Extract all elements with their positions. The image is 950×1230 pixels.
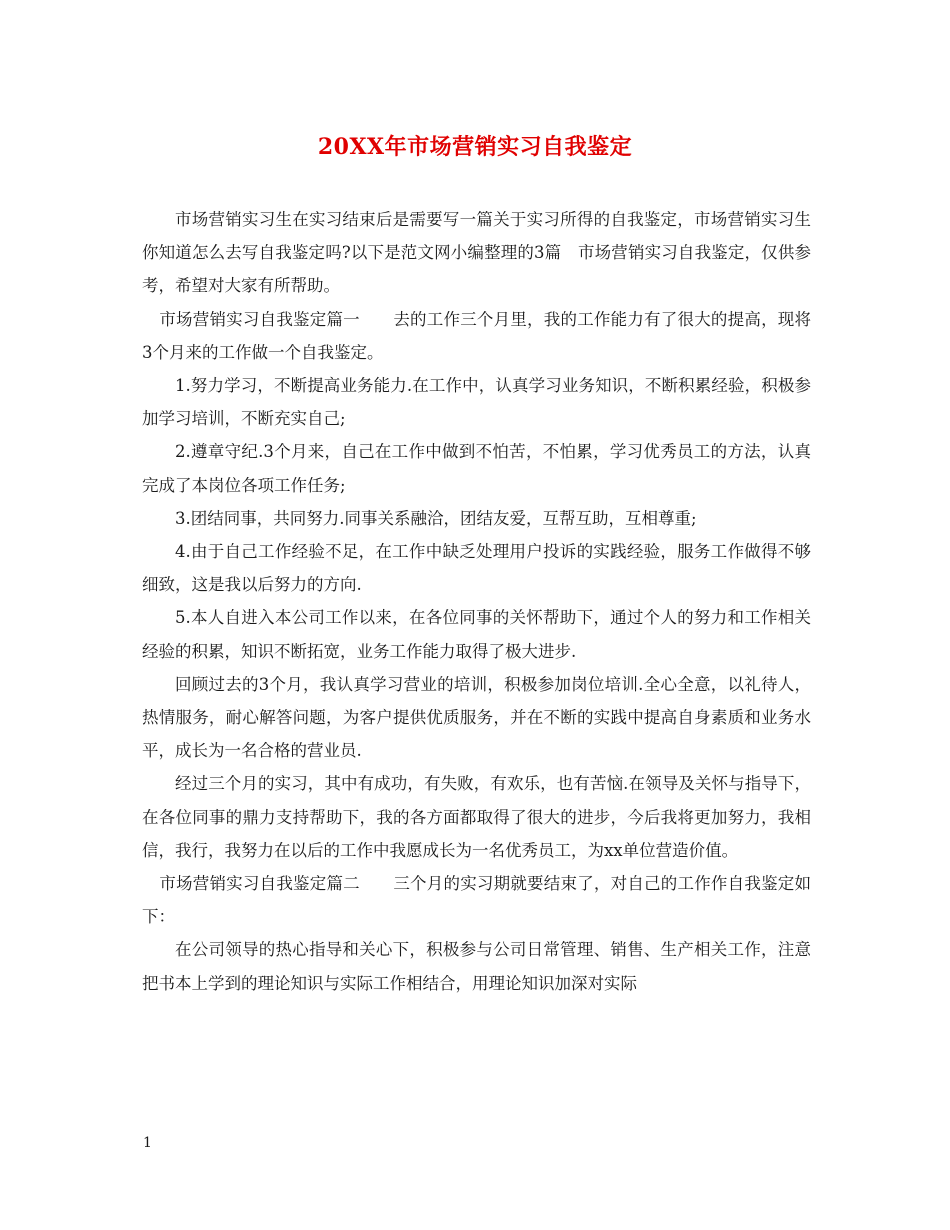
list-item-3: 3.团结同事，共同努力.同事关系融洽，团结友爱，互帮互助，互相尊重; [175, 508, 697, 528]
section-two-body-paragraph: 在公司领导的热心指导和关心下，积极参与公司日常管理、销售、生产相关工作，注意把书本上学到的理论知识与实际工作相结合，用理论知识加深对实际 [142, 940, 811, 993]
list-item-4: 4.由于自己工作经验不足，在工作中缺乏处理用户投诉的实践经验，服务工作做得不够细致，这是我以后努力的方向. [142, 542, 811, 595]
list-item-5: 5.本人自进入本公司工作以来，在各位同事的关怀帮助下，通过个人的努力和工作相关经验的积累，知识不断拓宽，业务工作能力取得了极大进步. [142, 608, 811, 661]
summary-paragraph: 经过三个月的实习，其中有成功，有失败，有欢乐，也有苦恼.在领导及关怀与指导下，在各位同事的鼎力支持帮助下，我的各方面都取得了很大的进步，今后我将更加努力，我相信，我行，我努力在以后的工作中我愿成长为一名优秀员工，为xx单位营造价值。 [142, 774, 811, 860]
document-title: 20XX年市场营销实习自我鉴定 [317, 134, 633, 160]
review-paragraph: 回顾过去的3个月，我认真学习营业的培训，积极参加岗位培训.全心全意，以礼待人，热情服务，耐心解答问题，为客户提供优质服务，并在不断的实践中提高自身素质和业务水平，成长为一名合格的营业员. [142, 674, 811, 761]
section-two-heading-paragraph: 市场营销实习自我鉴定篇二 三个月的实习期就要结束了，对自己的工作作自我鉴定如下： [142, 874, 811, 927]
document-body [142, 203, 811, 1000]
section-one-heading-paragraph: 市场营销实习自我鉴定篇一 去的工作三个月里，我的工作能力有了很大的提高，现将3个月来的工作做一个自我鉴定。 [142, 309, 811, 362]
intro-paragraph: 市场营销实习生在实习结束后是需要写一篇关于实习所得的自我鉴定，市场营销实习生你知道怎么去写自我鉴定吗?以下是范文网小编整理的3篇 市场营销实习自我鉴定，仅供参考，希望对大家有所帮助。 [142, 210, 811, 296]
page-number: 1 [143, 1135, 152, 1151]
list-item-2: 2.遵章守纪.3个月来，自己在工作中做到不怕苦，不怕累，学习优秀员工的方法，认真完成了本岗位各项工作任务; [142, 442, 811, 495]
list-item-1: 1.努力学习，不断提高业务能力.在工作中，认真学习业务知识，不断积累经验，积极参加学习培训，不断充实自己; [142, 376, 811, 429]
